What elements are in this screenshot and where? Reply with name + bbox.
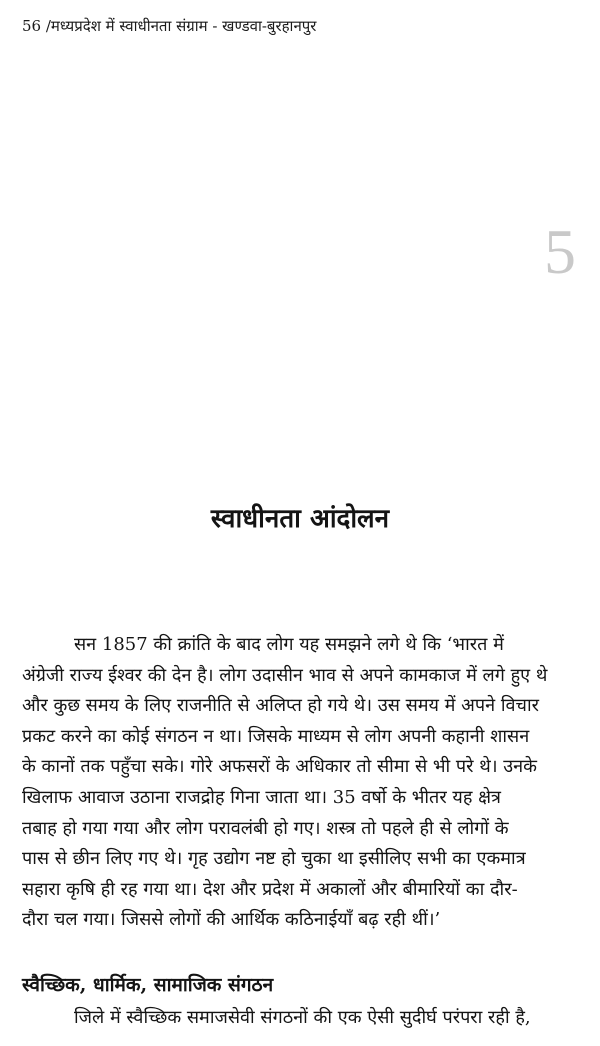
chapter-number: 5 [544,216,576,287]
paragraph-line: और कुछ समय के लिए राजनीति से अलिप्त हो गये थे। उस समय में अपने विचार [22,695,539,717]
paragraph-line: सहारा कृषि ही रह गया था। देश और प्रदेश में अकालों और बीमारियों का दौर- [22,878,518,900]
paragraph-line: प्रकट करने का कोई संगठन न था। जिसके माध्यम से लोग अपनी कहानी शासन [22,725,530,747]
paragraph-line: पास से छीन लिए गए थे। गृह उद्योग नष्ट हो चुका था इसीलिए सभी का एकमात्र [22,848,526,870]
paragraph-line: सन 1857 की क्रांति के बाद लोग यह समझने लगे थे कि ‘भारत में [74,634,504,655]
paragraph-line: के कानों तक पहुँचा सके। गोरे अफसरों के अधिकार तो सीमा से भी परे थे। उनके [22,756,537,778]
running-header: 56 /मध्यप्रदेश में स्वाधीनता संग्राम - खण्डवा-बुरहानपुर [22,17,317,35]
body-paragraph-2: जिले में स्वैच्छिक समाजसेवी संगठनों की एक ऐसी सुदीर्घ परंपरा रही है, [74,1007,531,1028]
paragraph-line: दौरा चल गया। जिससे लोगों की आर्थिक कठिनाईयाँ बढ़ रही थीं।’ [22,909,441,931]
section-heading: स्वैच्छिक, धार्मिक, सामाजिक संगठन [22,974,274,996]
body-paragraph-1 [22,630,579,936]
chapter-title: स्वाधीनता आंदोलन [210,504,390,534]
paragraph-line: अंग्रेजी राज्य ईश्वर की देन है। लोग उदासीन भाव से अपने कामकाज में लगे हुए थे [22,664,548,686]
paragraph-line: खिलाफ आवाज उठाना राजद्रोह गिना जाता था। 35 वर्षो के भीतर यह क्षेत्र [22,786,501,808]
paragraph-line: तबाह हो गया गया और लोग परावलंबी हो गए। शस्त्र तो पहले ही से लोगों के [22,817,509,839]
